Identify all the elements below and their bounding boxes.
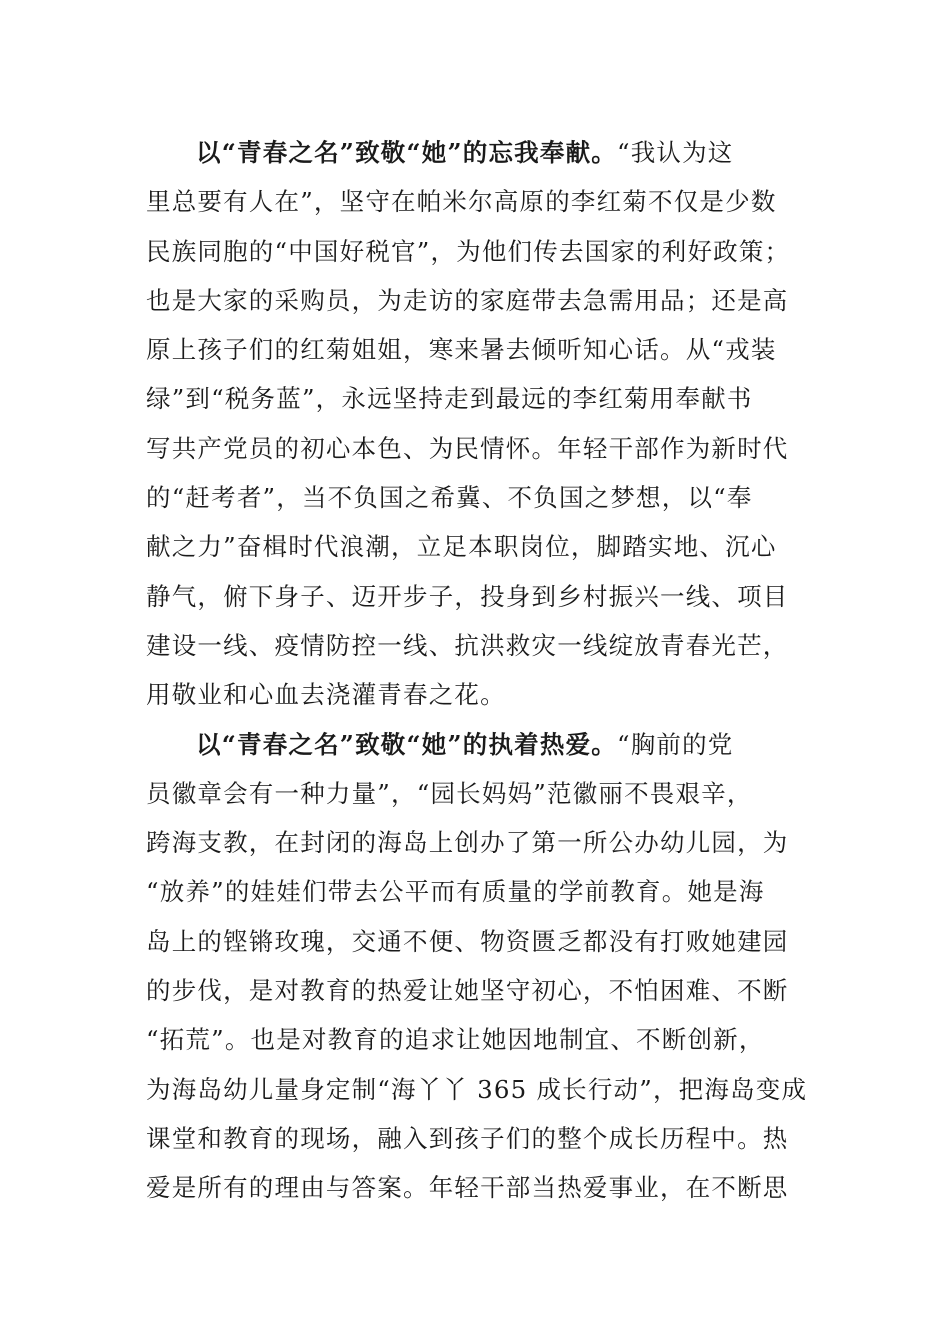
- paragraph-1-line: 献之力”奋楫时代浪潮，立足本职岗位，脚踏实地、沉心: [146, 532, 777, 562]
- paragraph-2-line-1: [146, 720, 806, 769]
- paragraph-2-line: 课堂和教育的现场，融入到孩子们的整个成长历程中。热: [146, 1123, 789, 1153]
- paragraph-2-line: “放养”的娃娃们带去公平而有质量的学前教育。她是海: [146, 877, 765, 907]
- paragraph-1-line: 建设一线、疫情防控一线、抗洪救灾一线绽放青春光芒，: [146, 630, 789, 660]
- paragraph-2-line: 岛上的铿锵玫瑰，交通不便、物资匮乏都没有打败她建园: [146, 926, 789, 956]
- paragraph-2-line: 为海岛幼儿量身定制“海丫丫 365 成长行动”，把海岛变成: [146, 1074, 808, 1104]
- paragraph-1-line: 也是大家的采购员，为走访的家庭带去急需用品；还是高: [146, 285, 789, 315]
- paragraph-1-line: 的“赶考者”，当不负国之希冀、不负国之梦想，以“奉: [146, 483, 753, 513]
- paragraph-1-line: 里总要有人在”，坚守在帕米尔高原的李红菊不仅是少数: [146, 187, 777, 217]
- paragraph-1-line: 用敬业和心血去浇灌青春之花。: [146, 680, 506, 710]
- document-body: [146, 128, 806, 1213]
- paragraph-1-lead: 以“青春之名”致敬“她”的忘我奉献。: [196, 138, 617, 167]
- paragraph-1-line-1: [146, 128, 806, 177]
- paragraph-2-text: “胸前的党: [616, 729, 734, 759]
- paragraph-1-text: “我认为这: [616, 138, 734, 167]
- paragraph-2-line: 的步伐，是对教育的热爱让她坚守初心，不怕困难、不断: [146, 976, 789, 1006]
- paragraph-2-line: 跨海支教，在封闭的海岛上创办了第一所公办幼儿园，为: [146, 828, 789, 858]
- paragraph-1-line: 民族同胞的“中国好税官”，为他们传去国家的利好政策；: [146, 236, 791, 266]
- paragraph-2-line: 员徽章会有一种力量”，“园长妈妈”范徽丽不畏艰辛，: [146, 778, 753, 808]
- paragraph-1-line: 绿”到“税务蓝”，永远坚持走到最远的李红菊用奉献书: [146, 384, 753, 414]
- paragraph-1-line: 静气，俯下身子、迈开步子，投身到乡村振兴一线、项目: [146, 581, 789, 611]
- paragraph-1-line: 原上孩子们的红菊姐姐，寒来暑去倾听知心话。从“戎装: [146, 335, 777, 365]
- paragraph-2-line: “拓荒”。也是对教育的追求让她因地制宜、不断创新，: [146, 1025, 765, 1055]
- paragraph-2-lead: 以“青春之名”致敬“她”的执着热爱。: [196, 729, 617, 759]
- paragraph-1-line: 写共产党员的初心本色、为民情怀。年轻干部作为新时代: [146, 433, 789, 463]
- paragraph-2-line: 爱是所有的理由与答案。年轻干部当热爱事业，在不断思: [146, 1173, 789, 1203]
